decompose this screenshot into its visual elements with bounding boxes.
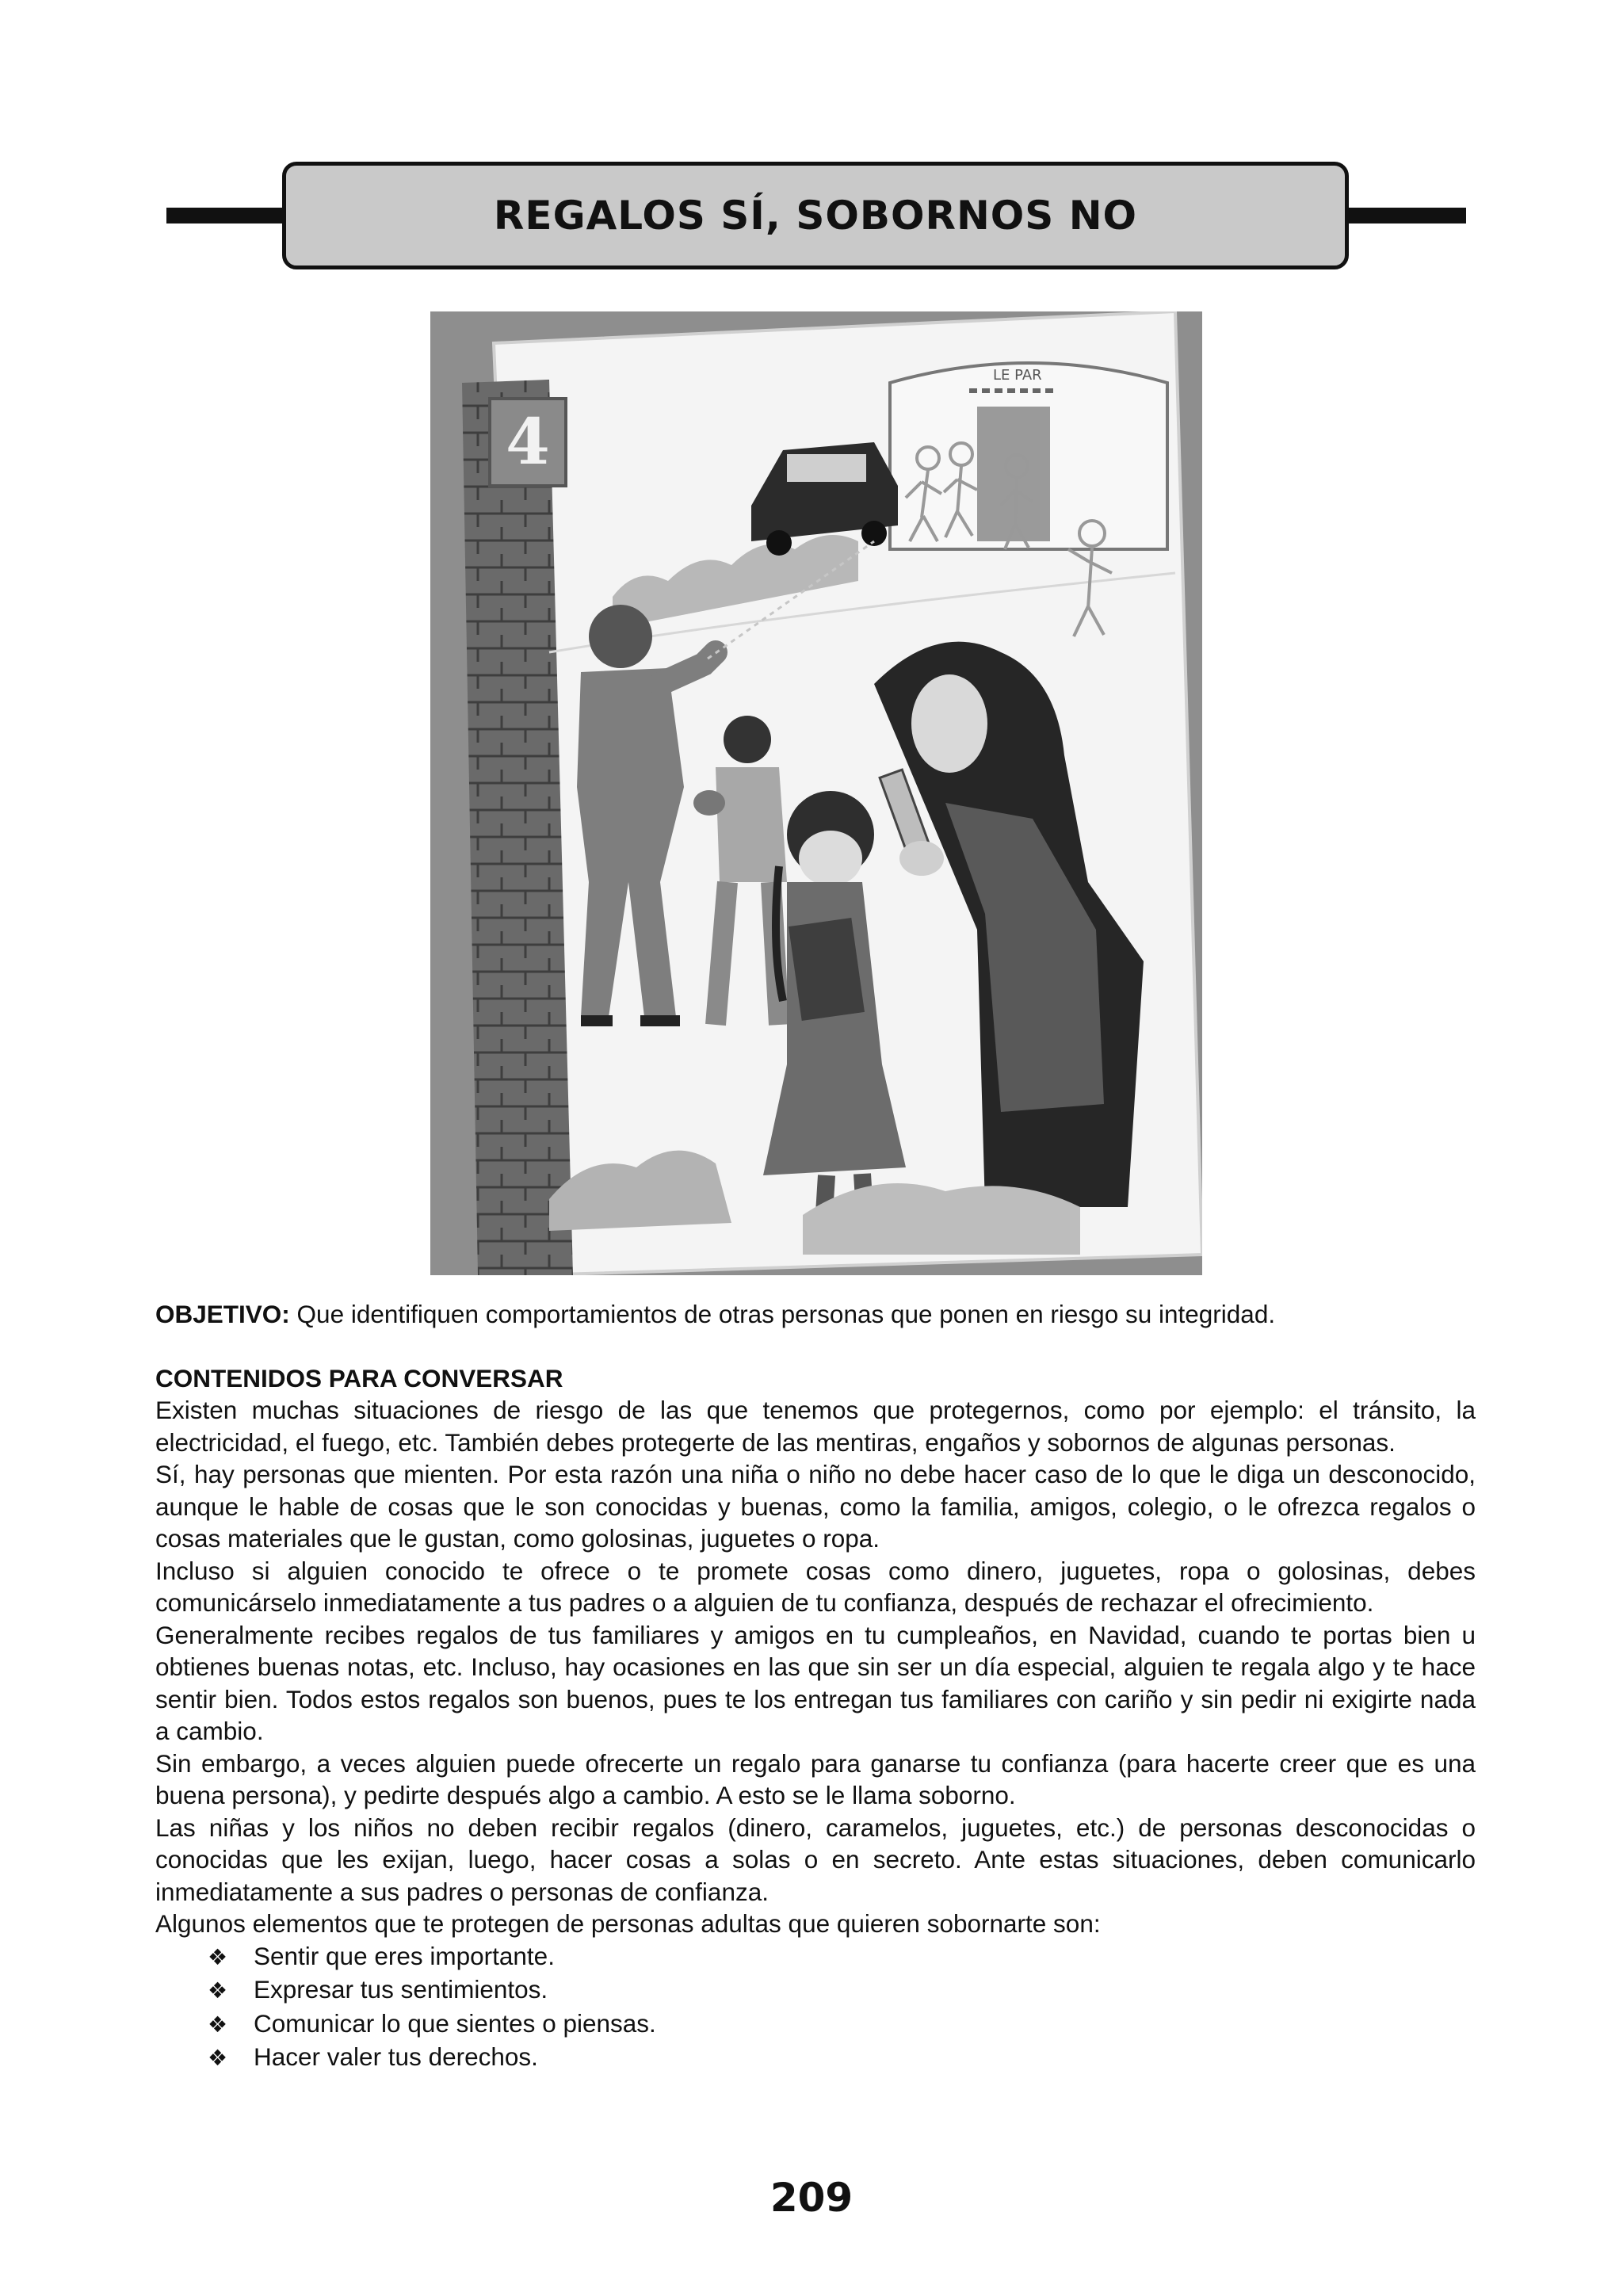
list-item-text: Hacer valer tus derechos. (254, 2042, 538, 2071)
list-item (208, 1973, 1476, 2008)
list-item-text: Comunicar lo que sientes o piensas. (254, 2008, 656, 2038)
illustration-sign-text: LE PAR (993, 367, 1042, 384)
paragraph: Sí, hay personas que mienten. Por esta razón una niña o niño no debe hacer caso de lo que le diga un desconocido, aunque le hable de cosas que le son conocidas y buenas, como la familia, amigos, colegio, o le ofrezca regalos o cosas materiales que le gustan, como golosinas, juguetes o ropa. (155, 1460, 1476, 1553)
illustration-drawing (430, 311, 1202, 1275)
illustration-badge-number: 4 (506, 404, 550, 479)
list-item (208, 1940, 1476, 1974)
illustration (430, 311, 1202, 1275)
diamond-bullet-icon: ❖ (208, 2045, 228, 2071)
title-banner (282, 162, 1349, 269)
list-item-text: Sentir que eres importante. (254, 1941, 555, 1970)
diamond-bullet-icon: ❖ (208, 2011, 228, 2038)
bullet-list (155, 1940, 1476, 2075)
section-heading: CONTENIDOS PARA CONVERSAR (155, 1363, 563, 1392)
diamond-bullet-icon: ❖ (208, 1977, 228, 2004)
body-text (155, 1298, 1476, 2075)
objective-label: OBJETIVO: (155, 1300, 290, 1328)
objective-text: Que identifiquen comportamientos de otras personas que ponen en riesgo su integridad. (296, 1300, 1276, 1328)
title-rule-right (1347, 208, 1466, 223)
paragraph: Generalmente recibes regalos de tus familiares y amigos en tu cumpleaños, en Navidad, cuando te portas bien u obtienes buenas notas, etc. Incluso, hay ocasiones en las que sin ser un día especial, alguien te regala algo y te hace sentir bien. Todos estos regalos son buenos, pues te los entregan tus familiares con cariño y sin pedir ni exigirte nada a cambio. (155, 1620, 1476, 1745)
list-item (208, 2041, 1476, 2075)
list-item-text: Expresar tus sentimientos. (254, 1975, 548, 2004)
objective (155, 1298, 1476, 1331)
paragraph: Incluso si alguien conocido te ofrece o te promete cosas como dinero, juguetes, ropa o golosinas, debes comunicárselo inmediatamente a tus padres o a alguien de tu confianza, después de rechazar el ofrecimiento. (155, 1556, 1476, 1617)
paragraph: Sin embargo, a veces alguien puede ofrecerte un regalo para ganarse tu confianza (para hacerte creer que es una buena persona), y pedirte después algo a cambio. A esto se le llama soborno. (155, 1748, 1476, 1809)
diamond-bullet-icon: ❖ (208, 1943, 228, 1970)
title-rule-left (166, 208, 285, 223)
paragraph: Algunos elementos que te protegen de personas adultas que quieren sobornarte son: (155, 1909, 1101, 1938)
list-item (208, 2008, 1476, 2042)
paragraph: Las niñas y los niños no deben recibir regalos (dinero, caramelos, juguetes, etc.) de personas desconocidas o conocidas que les exijan, luego, hacer cosas a solas o en secreto. Ante estas situaciones, deben comunicarlo inmediatamente a sus padres o personas de confianza. (155, 1813, 1476, 1906)
paragraph: Existen muchas situaciones de riesgo de las que tenemos que protegernos, como por ejemplo: el tránsito, la electricidad, el fuego, etc. También debes protegerte de las mentiras, engaños y sobornos de algunas personas. (155, 1396, 1476, 1457)
page-title: REGALOS SÍ, SOBORNOS NO (493, 193, 1138, 239)
page-number: 209 (769, 2175, 854, 2221)
